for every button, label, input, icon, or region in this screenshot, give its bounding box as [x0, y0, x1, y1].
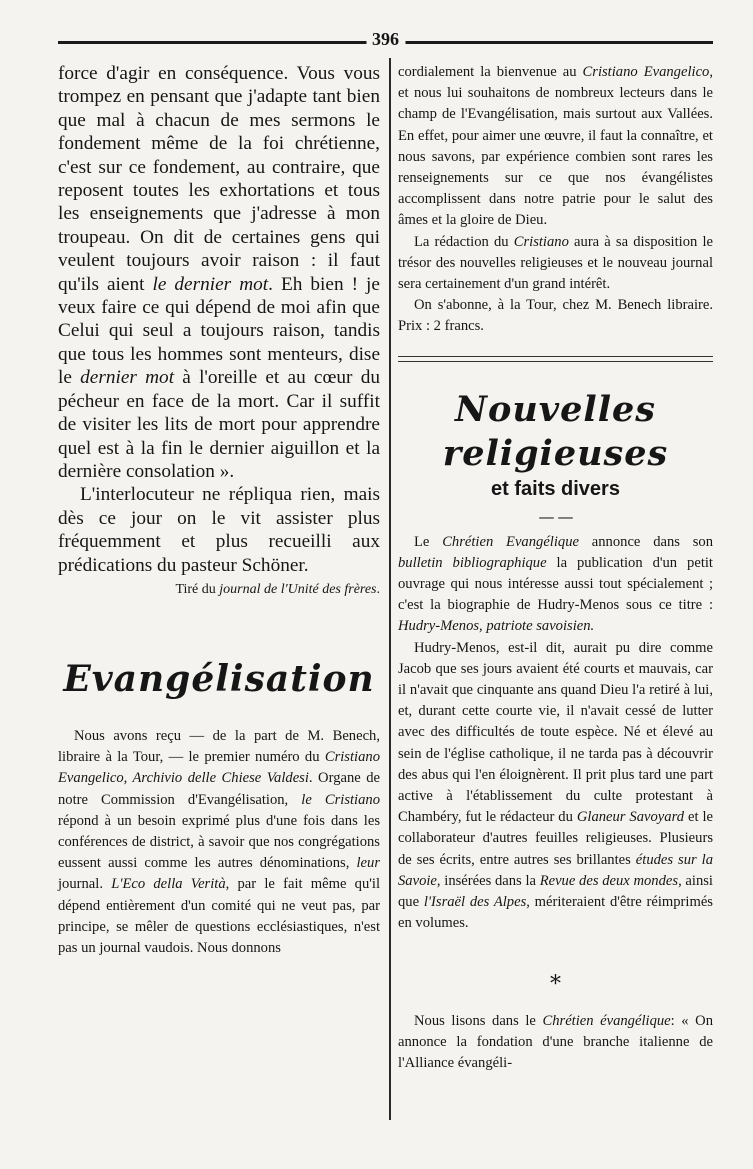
text-run: journal. — [58, 876, 112, 893]
paragraph-abonnement: On s'abonne, à la Tour, chez M. Benech libraire. Prix : 2 francs. — [398, 297, 713, 335]
dash-ornament: — — — [538, 506, 573, 526]
italic-run: études sur la Savoie — [398, 851, 713, 889]
paragraph-evangelisation — [58, 726, 380, 959]
italic-run: bulletin bibliographique — [398, 554, 547, 571]
italic-run: Glaneur Savoyard — [576, 809, 685, 826]
text-run: . Eh bien ! je veux faire ce qui dépend de moi afin que Celui qui seul a toujours raison, tandis que tous les hommes sont menteurs, dise le — [58, 273, 380, 389]
italic-run: Cristiano — [513, 233, 569, 250]
bleed-through-text — [398, 939, 713, 954]
italic-run: l'Israël des Alpes — [423, 894, 527, 911]
evangelisation-body — [58, 726, 380, 959]
paragraph-alliance — [398, 1011, 713, 1075]
text-run: Nous avons reçu — de la part de M. Benech, libraire à la Tour, — le premier numéro du — [58, 727, 380, 766]
text-run: Nous lisons dans le — [414, 1012, 543, 1029]
text-run: à l'oreille et au cœur du pécheur en face de la mort. Car il suffit de visiter les lits de mort pour apprendre quel est à la fin le dernier aiguillon et la dernière consolation ». — [58, 367, 380, 482]
italic-run: Cristiano Evangelico — [582, 64, 710, 80]
attribution-suffix: . — [376, 581, 380, 597]
italic-run: Revue des deux mondes — [539, 872, 679, 889]
italic-run: le Cristiano — [301, 791, 381, 808]
text-run: , insérées dans la — [436, 872, 540, 889]
italic-run: Chrétien Evangélique — [442, 533, 579, 550]
italic-run: L'Eco della Verità — [111, 876, 226, 893]
section-title-nouvelles: Nouvelles religieuses — [442, 388, 669, 474]
italic-run: Hudry-Menos, patriote savoisien. — [398, 618, 595, 635]
text-run: et le collaborateur d'autres feuilles religieuses. Plusieurs de ses écrits, entre autres ses brillantes — [398, 809, 713, 868]
text-run: , et nous lui souhaitons de nombreux lecteurs dans le champ de l'Evangélisation, mais surtout aux Vallées. En effet, pour aimer une œuvre, il faut la connaître, et nous savons, par expérience combien sont rares les renseignements sur ce que nos évangélistes accomplissent dans notre patrie pour le salut des âmes et la gloire de Dieu. — [398, 64, 713, 229]
nouvelles-body — [398, 532, 713, 935]
text-run: . Organe de notre Commission d'Evangélisation, — [58, 770, 380, 808]
italic-run: dernier mot — [80, 367, 175, 389]
column-divider — [389, 58, 391, 1120]
text-run: cordialement la bienvenue au — [398, 64, 583, 80]
attribution-source: journal de l'Unité des frères — [219, 581, 377, 597]
text-run: aura à sa disposition le trésor des nouvelles religieuses et le nouveau journal sera certainement d'un grand intérêt. — [398, 233, 713, 293]
left-column — [58, 62, 380, 959]
text-run: , par le fait même qu'il dépend entièrement d'un comité qui ne veut pas, par principe, se mêler de questions ecclésiastiques, n'est pas un journal vaudois. Nous donnons — [58, 876, 381, 956]
paragraph-hudry-menos — [398, 638, 713, 935]
text-run: Hudry-Menos, est-il dit, aurait pu dire comme Jacob que ses jours avaient été courts et mauvais, car il n'avait que cinquante ans quand Dieu l'a retiré à lui, et, durant cette courte vie, il n'avait cessé de lutter avec des difficultés de toute espèce. Né et élevé au sein de l'église catholique, il ne tarda pas à découvrir des abus qui l'en éloignèrent. Il prit plus tard une part active à l'établissement du culte protestant à Chambéry, fut le rédacteur du — [398, 639, 713, 826]
text-run: , ainsi que — [398, 872, 713, 911]
text-run: Le — [414, 533, 443, 550]
attribution-prefix: Tiré du — [175, 581, 220, 597]
section-separator — [398, 356, 713, 362]
paragraph-chretien-evangelique — [398, 532, 713, 638]
paragraph-cristiano-cont — [398, 62, 713, 232]
text-run: : « On annonce la fondation d'une branche italienne de l'Alliance évangéli- — [398, 1012, 713, 1071]
text-run: force d'agir en conséquence. Vous vous trompez en pensant que j'adapte tant bien que mal à chacun de mes sermons le fondement même de la foi chrétienne, c'est sur ce fondement, au contraire, que reposent toutes les exhortations et tous les enseignements que j'adresse à mon troupeau. On dit de certaines gens qui veulent toujours avoir raison : il faut qu'ils aient — [58, 63, 380, 295]
right-column — [398, 62, 713, 1074]
star-separator: * — [550, 971, 561, 997]
page-number: 396 — [366, 29, 405, 50]
paragraph-interlocuteur: L'interlocuteur ne répliqua rien, mais dès ce jour on le vit assister plus fréquemment et plus recueilli aux prédications du pasteur Schöner. — [58, 484, 380, 576]
italic-run: Cristiano Evangelico, Archivio delle Chiese Valdesi — [58, 749, 380, 787]
italic-run: le dernier mot — [152, 273, 269, 295]
italic-run: Chrétien évangélique — [542, 1012, 671, 1029]
paragraph-redaction — [398, 232, 713, 296]
text-run: répond à un besoin exprimé plus d'une fois dans les conférences de district, à savoir que nos congrégations eussent aussi comme les autres dénominations, — [58, 812, 380, 872]
alliance-body — [398, 1011, 713, 1075]
text-run: annonce dans son — [579, 533, 714, 550]
cristiano-body — [398, 62, 713, 338]
text-run: la publication d'un petit ouvrage qui nous intéresse aussi tout spécialement ; c'est la biographie de Hudry-Menos sous ce titre : — [398, 554, 713, 614]
text-run: , mériteraient d'être réimprimés en volumes. — [398, 894, 713, 932]
text-run: La rédaction du — [414, 233, 514, 250]
page-header — [58, 29, 713, 54]
section-subtitle: et faits divers — [491, 477, 620, 500]
attribution — [58, 580, 380, 600]
paragraph-continuation — [58, 62, 380, 483]
italic-run: leur — [356, 855, 380, 872]
section-title-evangelisation: Evangélisation — [63, 657, 375, 700]
